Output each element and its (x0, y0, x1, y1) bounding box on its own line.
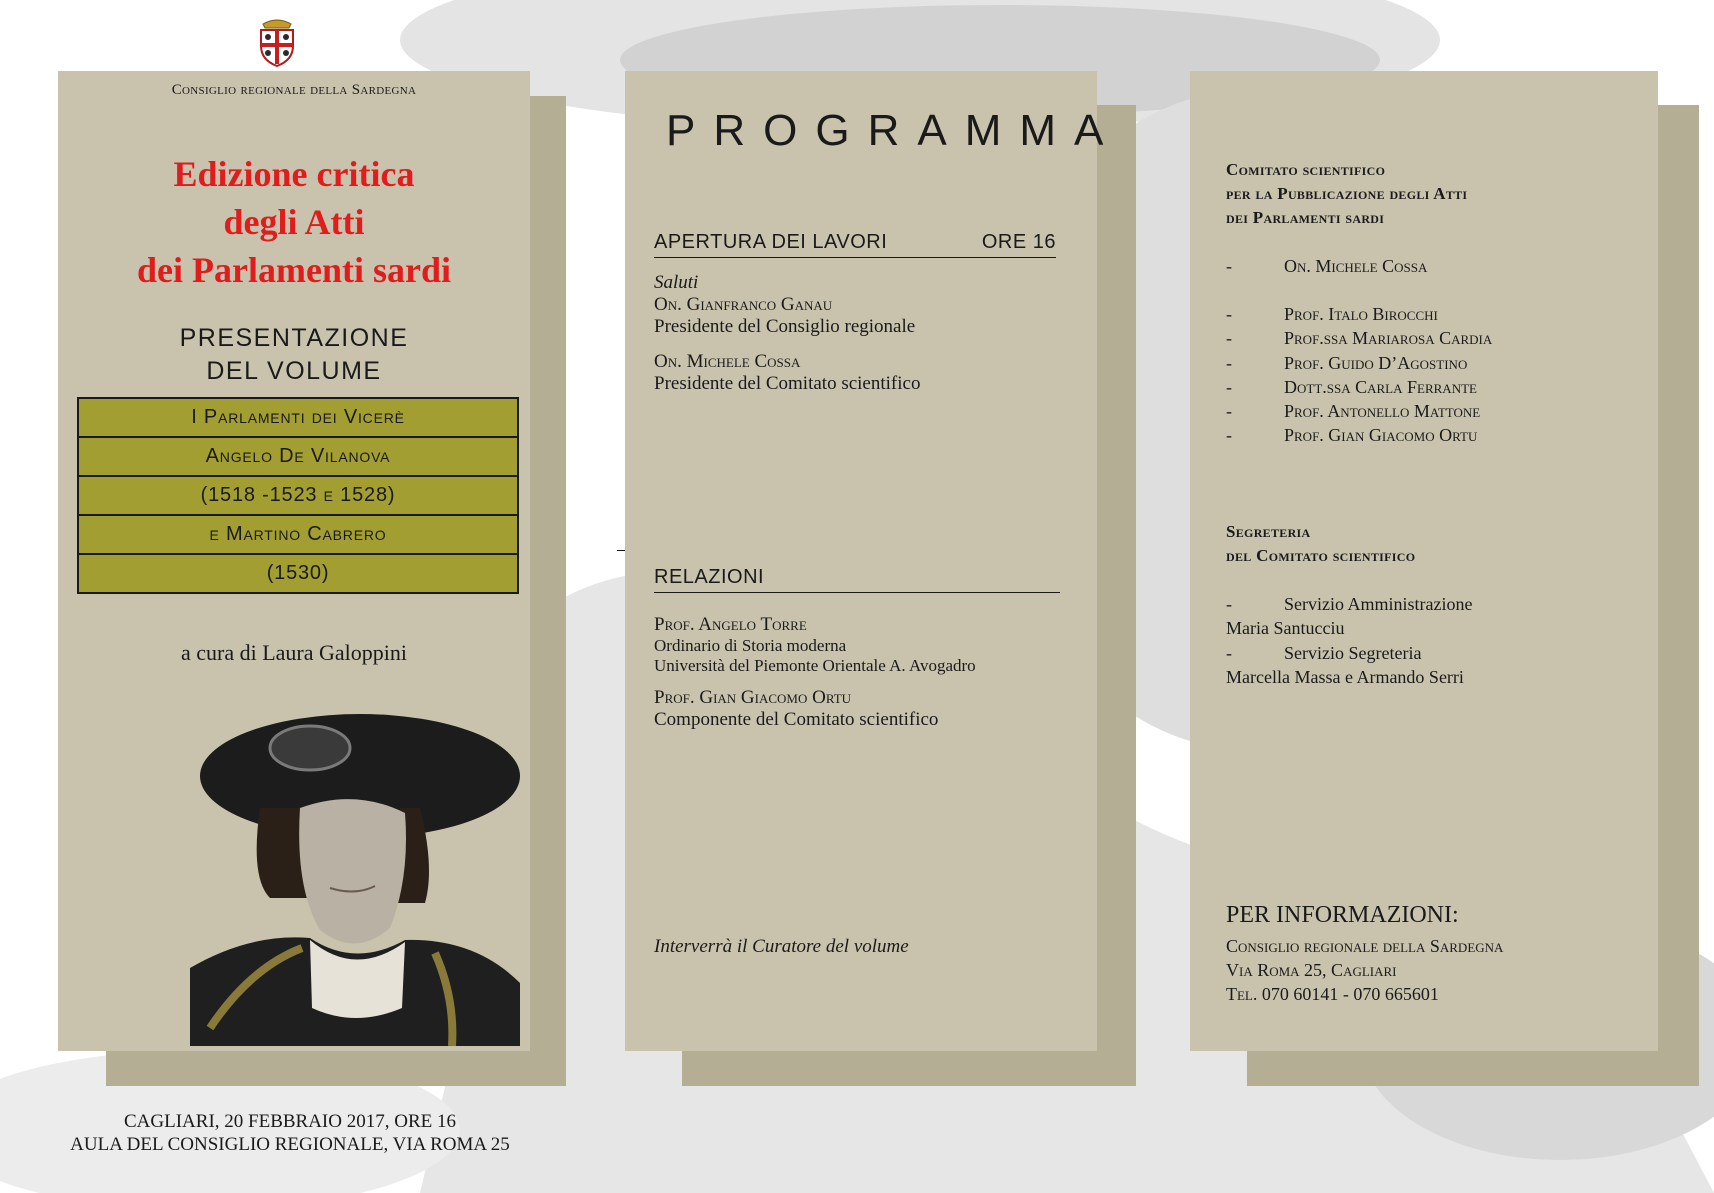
speaker-role: Componente del Comitato scientifico (654, 709, 939, 730)
middle-panel (625, 71, 1097, 1051)
list-item (1226, 375, 1492, 399)
speaker-name: On. Gianfranco Ganau (654, 294, 833, 315)
speaker-name: On. Michele Cossa (654, 351, 801, 372)
opening-label: APERTURA DEI LAVORI (654, 231, 888, 253)
contact-line: Consiglio regionale della Sardegna (1226, 936, 1504, 956)
talks-section-header (654, 566, 1060, 593)
opening-section-header (654, 231, 1056, 258)
curator-credit: a cura di Laura Galoppini (180, 640, 407, 665)
title-line: dei Parlamenti sardi (137, 250, 451, 290)
volume-row: (1518 -1523 e 1528) (79, 477, 517, 516)
service-staff: Maria Santucciu (1226, 618, 1345, 639)
bullet-dash: - (1226, 401, 1232, 422)
greetings-block (654, 272, 920, 395)
info-heading: PER INFORMAZIONI: (1226, 902, 1459, 928)
heading-line: dei Parlamenti sardi (1226, 208, 1385, 227)
contact-line: Via Roma 25, Cagliari (1226, 960, 1397, 980)
heading-line: del Comitato scientifico (1226, 546, 1416, 565)
heading-line: per la Pubblicazione degli Atti (1226, 184, 1468, 203)
subtitle-line: DEL VOLUME (206, 357, 382, 385)
title-line: degli Atti (223, 202, 365, 242)
committee-members (1226, 302, 1492, 448)
bullet-dash: - (1226, 642, 1232, 663)
speaker-name: Prof. Angelo Torre (654, 614, 807, 635)
list-item (1226, 326, 1492, 350)
contact-info (1226, 934, 1503, 1006)
speaker-role: Presidente del Comitato scientifico (654, 373, 921, 394)
volume-title-table (77, 397, 519, 594)
event-date: CAGLIARI, 20 FEBBRAIO 2017, ORE 16 (124, 1111, 456, 1132)
committee-president (1226, 254, 1427, 278)
event-place: AULA DEL CONSIGLIO REGIONALE, VIA ROMA 25 (70, 1134, 510, 1155)
list-item (1226, 592, 1472, 616)
title-line: Edizione critica (173, 154, 415, 194)
presentation-subtitle (58, 322, 530, 388)
member-name: Prof. Italo Birocchi (1284, 304, 1438, 324)
contact-line: Tel. 070 60141 - 070 665601 (1226, 984, 1439, 1004)
subtitle-line: PRESENTAZIONE (179, 324, 409, 352)
bullet-dash: - (1226, 328, 1232, 349)
curator-note: Interverrà il Curatore del volume (654, 936, 909, 957)
secretariat-heading (1226, 520, 1415, 568)
portrait-image (190, 708, 520, 1046)
committee-heading (1226, 158, 1467, 230)
list-item (1226, 302, 1492, 326)
talks-block (654, 614, 976, 731)
bullet-dash: - (1226, 376, 1232, 397)
speaker-role: Presidente del Consiglio regionale (654, 316, 916, 337)
stray-mark (617, 550, 625, 551)
volume-row: e Martino Cabrero (79, 516, 517, 555)
speaker-affiliation: Università del Piemonte Orientale A. Avogadro (654, 656, 976, 675)
bullet-dash: - (1226, 425, 1232, 446)
member-name: Prof. Gian Giacomo Ortu (1284, 425, 1478, 446)
member-name: Prof.ssa Mariarosa Cardia (1284, 328, 1493, 349)
list-item (1226, 399, 1492, 423)
event-date-place (30, 1110, 550, 1156)
secretariat-services (1226, 592, 1472, 689)
list-item (1226, 641, 1472, 665)
member-name: Prof. Antonello Mattone (1284, 401, 1481, 422)
heading-line: Segreteria (1226, 522, 1311, 541)
greetings-label: Saluti (654, 272, 699, 293)
book-title (58, 150, 530, 294)
bullet-dash: - (1226, 304, 1232, 324)
service-staff: Marcella Massa e Armando Serri (1226, 666, 1464, 687)
list-item (1226, 423, 1492, 447)
member-name: On. Michele Cossa (1284, 256, 1428, 276)
talks-label: RELAZIONI (654, 566, 765, 588)
list-item (1226, 254, 1427, 278)
speaker-role: Ordinario di Storia moderna (654, 636, 847, 655)
sardinia-coat-of-arms-icon (253, 16, 301, 68)
service-name: Servizio Segreteria (1284, 642, 1422, 663)
list-item (1226, 351, 1492, 375)
bullet-dash: - (1226, 256, 1232, 276)
bullet-dash: - (1226, 594, 1232, 614)
bullet-dash: - (1226, 352, 1232, 373)
volume-row: (1530) (79, 555, 517, 592)
program-heading: PROGRAMMA (666, 106, 1122, 155)
service-name: Servizio Amministrazione (1284, 594, 1473, 614)
speaker-name: Prof. Gian Giacomo Ortu (654, 687, 852, 708)
volume-row: Angelo De Vilanova (79, 438, 517, 477)
volume-row: I Parlamenti dei Vicerè (79, 399, 517, 438)
council-name: Consiglio regionale della Sardegna (171, 82, 417, 98)
member-name: Prof. Guido D’Agostino (1284, 352, 1468, 373)
member-name: Dott.ssa Carla Ferrante (1284, 376, 1477, 397)
heading-line: Comitato scientifico (1226, 160, 1386, 179)
opening-time: ORE 16 (981, 231, 1056, 253)
